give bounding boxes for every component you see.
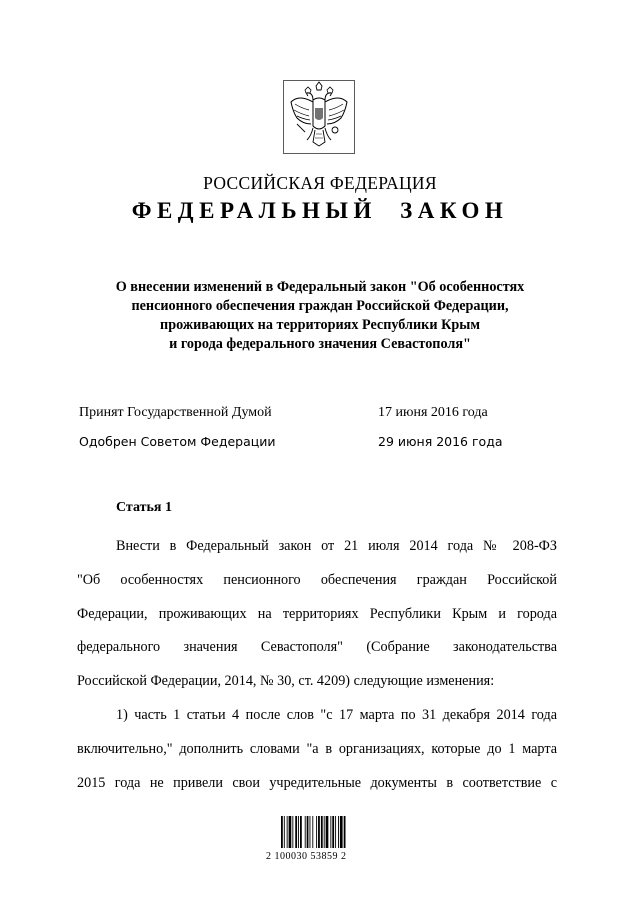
law-title-line: О внесении изменений в Федеральный закон "Об особенностях: [115, 279, 525, 295]
paragraph-line: Внести в Федеральный закон от 21 июля 2014 года № 208-ФЗ: [116, 538, 557, 554]
paragraph-line: федерального значения Севастополя" (Собрание законодательства: [77, 639, 557, 656]
paragraph-line: Российской Федерации, 2014, № 30, ст. 4209) следующие изменения:: [77, 673, 495, 690]
article-paragraph-1: [77, 530, 557, 699]
council-date: 29 июня 2016 года: [378, 434, 503, 449]
article-heading: Статья 1: [116, 500, 172, 515]
barcode-number: 2 100030 53859 2: [266, 851, 347, 862]
council-label: Одобрен Советом Федерации: [79, 434, 276, 449]
paragraph-line: Федерации, проживающих на территориях Республики Крым и города: [77, 605, 557, 622]
law-title: [60, 278, 580, 354]
paragraph-line: 1) часть 1 статьи 4 после слов "с 17 марта по 31 декабря 2014 года: [116, 707, 557, 723]
law-title-line: пенсионного обеспечения граждан Российской Федерации,: [131, 298, 509, 314]
barcode-icon: [280, 816, 366, 848]
duma-label: Принят Государственной Думой: [79, 405, 272, 420]
article-paragraph-2: [77, 699, 557, 800]
duma-date: 17 июня 2016 года: [378, 405, 488, 420]
law-title-line: проживающих на территориях Республики Крым: [160, 317, 480, 333]
paragraph-line: включительно," дополнить словами "а в организациях, которые до 1 марта: [77, 740, 557, 757]
paragraph-line: "Об особенностях пенсионного обеспечения граждан Российской: [77, 571, 557, 588]
coat-of-arms-icon: [283, 80, 355, 154]
law-title-line: и города федерального значения Севастополя": [169, 336, 471, 352]
paragraph-line: 2015 года не привели свои учредительные документы в соответствие с: [77, 774, 557, 791]
country-name: РОССИЙСКАЯ ФЕДЕРАЦИЯ: [203, 173, 437, 193]
law-type-heading: ФЕДЕРАЛЬНЫЙ ЗАКОН: [131, 198, 509, 223]
